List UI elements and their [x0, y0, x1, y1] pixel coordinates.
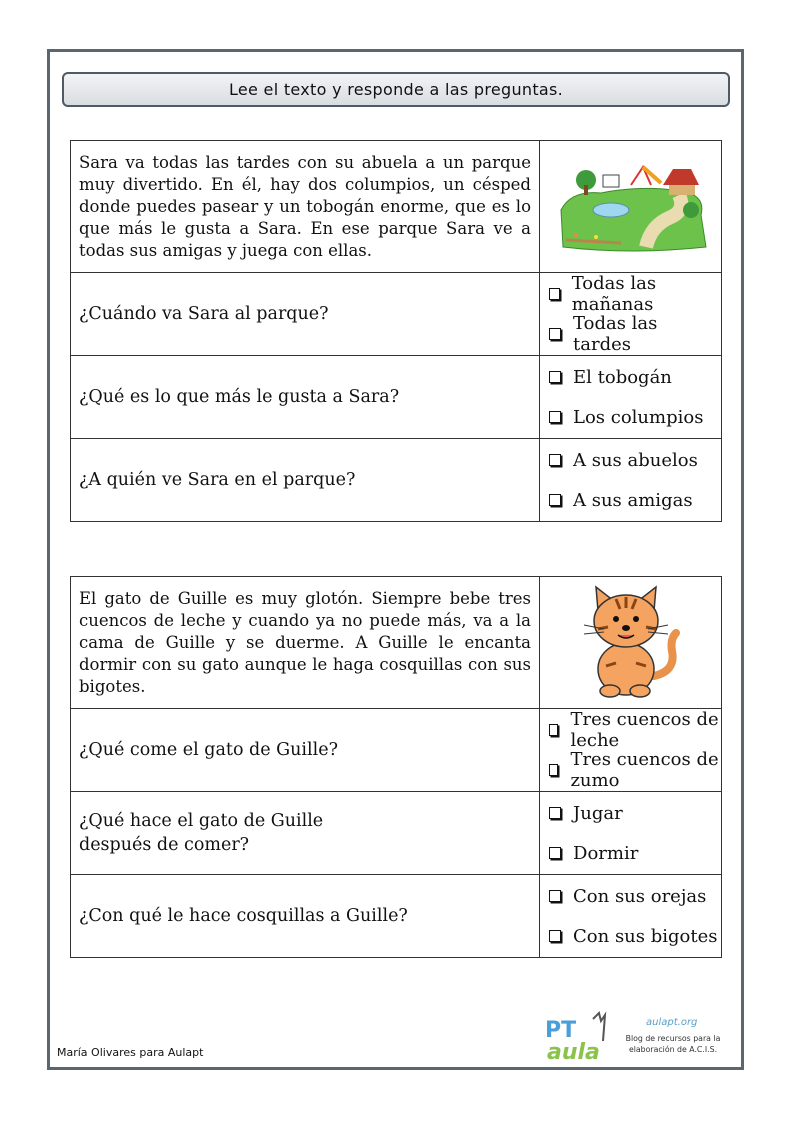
park-icon: [551, 155, 711, 255]
checkbox-icon[interactable]: [549, 288, 560, 300]
checkbox-icon[interactable]: [549, 328, 561, 340]
exercise-2: [70, 576, 722, 958]
option[interactable]: A sus abuelos: [546, 440, 721, 480]
svg-text:aula: aula: [547, 1040, 600, 1063]
cat-icon: [576, 581, 686, 701]
checkbox-icon[interactable]: [549, 890, 561, 902]
options: [540, 875, 722, 958]
option[interactable]: Dormir: [546, 833, 721, 873]
question: ¿Qué es lo que más le gusta a Sara?: [71, 356, 540, 439]
question: ¿Con qué le hace cosquillas a Guille?: [71, 875, 540, 958]
exercise-1: [70, 140, 722, 522]
option[interactable]: A sus amigas: [546, 480, 721, 520]
instruction-banner: [62, 72, 730, 107]
checkbox-icon[interactable]: [549, 494, 561, 506]
checkbox-icon[interactable]: [549, 411, 561, 423]
question: ¿Qué come el gato de Guille?: [71, 709, 540, 792]
svg-text:PT: PT: [545, 1018, 577, 1043]
options: [540, 792, 722, 875]
checkbox-icon[interactable]: [549, 930, 561, 942]
story-text: Sara va todas las tardes con su abuela a un parque muy divertido. En él, hay dos columpios, un césped donde puedes pasear y un tobogán enorme, que es lo que más le gusta a Sara. En ese parque Sara ve a todas sus amigas y juega con ellas.: [71, 141, 540, 273]
question: ¿Qué hace el gato de Guille después de comer?: [71, 792, 540, 875]
aulapt-logo: [543, 1011, 613, 1063]
checkbox-icon[interactable]: [549, 371, 561, 383]
checkbox-icon[interactable]: [549, 764, 558, 776]
checkbox-icon[interactable]: [549, 847, 561, 859]
question: ¿Cuándo va Sara al parque?: [71, 273, 540, 356]
story-picture: [540, 141, 722, 273]
options: [540, 439, 722, 522]
option[interactable]: Jugar: [546, 793, 721, 833]
option[interactable]: Tres cuencos de zumo: [546, 750, 721, 790]
option[interactable]: Tres cuencos de leche: [546, 710, 721, 750]
options: [540, 356, 722, 439]
question: ¿A quién ve Sara en el parque?: [71, 439, 540, 522]
site-name: aulapt.org: [646, 1017, 698, 1028]
option[interactable]: Todas las mañanas: [546, 274, 721, 314]
checkbox-icon[interactable]: [549, 807, 561, 819]
instruction-text: Lee el texto y responde a las preguntas.: [228, 80, 564, 99]
option[interactable]: El tobogán: [546, 357, 721, 397]
option[interactable]: Todas las tardes: [546, 314, 721, 354]
blog-description: Blog de recursos para la elaboración de A.C.I.S.: [625, 1034, 721, 1054]
author-credit: María Olivares para Aulapt: [57, 1046, 204, 1059]
options: [540, 273, 722, 356]
option[interactable]: Con sus bigotes: [546, 916, 721, 956]
story-picture: [540, 577, 722, 709]
option[interactable]: Con sus orejas: [546, 876, 721, 916]
story-text: El gato de Guille es muy glotón. Siempre bebe tres cuencos de leche y cuando ya no puede más, va a la cama de Guille y se duerme. A Guille le encanta dormir con su gato aunque le haga cosquillas con sus bigotes.: [71, 577, 540, 709]
checkbox-icon[interactable]: [549, 454, 561, 466]
option[interactable]: Los columpios: [546, 397, 721, 437]
options: [540, 709, 722, 792]
checkbox-icon[interactable]: [549, 724, 558, 736]
